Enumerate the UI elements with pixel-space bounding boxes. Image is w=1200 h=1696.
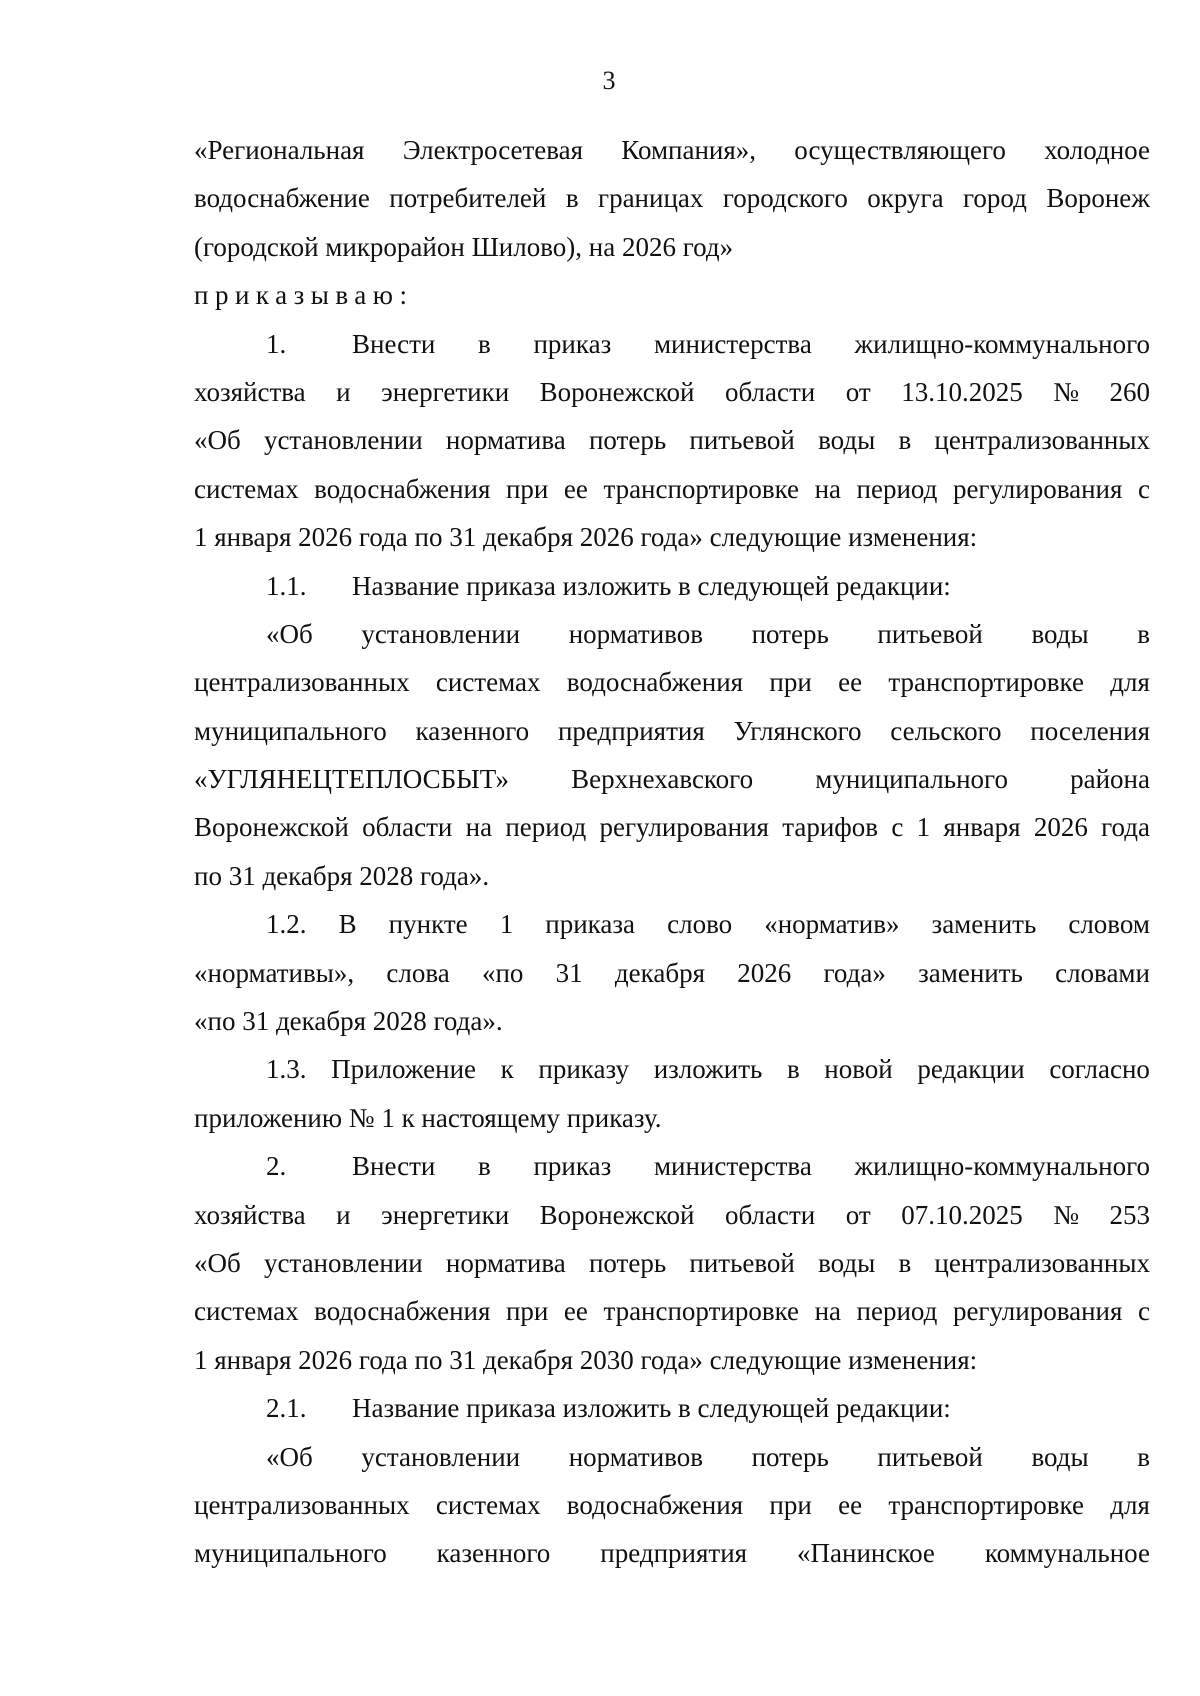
word: района [1070,764,1150,795]
word: нормативов [568,618,703,649]
text-line [194,174,1150,222]
text-line [194,658,1150,706]
word: муниципального [815,764,1008,795]
word: Углянского [733,715,862,746]
word: с [1137,1296,1150,1327]
word: холодное [1044,135,1150,165]
paragraph-text [352,1142,1150,1190]
paragraph-2-1-line [194,1384,1150,1432]
word: ее [838,1489,863,1520]
word: от [845,376,871,407]
word: 31 [555,957,583,988]
paragraph-text [352,320,1150,368]
word: границах [598,183,704,214]
word: 2026 [737,957,792,988]
word: и [336,376,351,407]
text-line [194,465,1150,513]
word: водоснабжения [566,1489,744,1520]
word: 2026 [1033,812,1088,843]
text-line [194,368,1150,416]
word: области [724,1199,816,1230]
word: с [1137,473,1150,504]
text-line [194,1433,1150,1481]
paragraph-1-1-line [194,562,1150,610]
word: для [1110,667,1150,698]
word: системах [435,667,541,698]
word: заменить [918,957,1023,988]
word: казенного [415,715,530,746]
word: норматива [445,425,566,456]
text-line: 1 января 2026 года по 31 декабря 2030 года» следующие изменения: [194,1344,978,1375]
word: министерства [653,328,812,359]
word: с [891,812,904,843]
word: на [814,473,841,504]
word: питьевой [689,1247,795,1278]
word: редакции [917,1054,1025,1085]
word: пункте [388,909,468,940]
word: казенного [436,1538,551,1569]
word: января [943,812,1021,843]
text-line [194,1481,1150,1529]
word: транспортировке [603,1296,800,1327]
word: потерь [588,1247,667,1278]
word: воды [1031,1441,1089,1472]
word: в [898,425,912,456]
text-line [194,755,1150,803]
word: водоснабжения [566,667,744,698]
word: городского [722,183,848,214]
word: Внести [352,328,436,359]
word: норматива [445,1247,566,1278]
text-line [194,707,1150,755]
paragraph-2-line [194,1142,1150,1190]
text-line [194,949,1150,997]
word: на [814,1296,841,1327]
word: системах [194,473,299,504]
word: хозяйства [194,1199,306,1230]
word: приказа [545,909,636,940]
word: «Панинское [797,1538,935,1569]
text-line: (городской микрорайон Шилово), на 2026 год» [194,231,734,262]
text-line: приказываю: [194,280,414,311]
word: регулирования [599,812,769,843]
word: округа [867,183,944,214]
text-line: «по 31 декабря 2028 года». [194,1006,503,1037]
word: Компания», [621,135,757,165]
word: слова [386,957,450,988]
word: Верхнехавского [571,764,754,795]
word: нормативов [568,1441,703,1472]
word: период [856,1296,938,1327]
word: 260 [1109,376,1150,407]
word: ее [563,1296,588,1327]
word: приказ [533,328,612,359]
word: жилищно-коммунального [854,1151,1150,1182]
word: «Региональная [194,135,365,165]
word: город [963,183,1027,214]
text-line [194,610,1150,658]
word: словами [1055,957,1150,988]
word: энергетики [381,376,510,407]
word: период [505,812,587,843]
word: установлении [361,1441,521,1472]
word: для [1110,1489,1150,1520]
text-line [194,1529,1150,1577]
word: «УГЛЯНЕЦТЕПЛОСБЫТ» [194,764,509,795]
text-line [194,1191,1150,1239]
word: потерь [588,425,667,456]
word: «Об [194,425,241,456]
word: «по [481,957,524,988]
paragraph-number: 1. [266,328,287,359]
word: приказу [538,1054,630,1085]
text-line [194,803,1150,851]
word: муниципального [194,1538,387,1569]
word: в [898,1247,912,1278]
word: Внести [352,1151,436,1182]
word: хозяйства [194,376,306,407]
paragraph-number: 2.1. [266,1393,307,1424]
word: предприятия [600,1538,748,1569]
paragraph-text: Название приказа изложить в следующей редакции: [352,1393,951,1424]
word: централизованных [934,1247,1150,1278]
paragraph-text: Название приказа изложить в следующей редакции: [352,570,951,601]
document-body [194,126,1150,1578]
word: № [1053,376,1079,407]
word: транспортировке [888,1489,1084,1520]
word: потерь [751,618,829,649]
word: при [769,667,812,698]
word: централизованных [194,1489,410,1520]
word: тарифов [782,812,879,843]
word: новой [824,1054,893,1085]
word: «норматив» [764,909,900,940]
word: в [786,1054,800,1085]
word: централизованных [934,425,1150,456]
paragraph-1-3-line [194,1045,1150,1093]
word: согласно [1049,1054,1150,1085]
word: декабря [614,957,705,988]
word: В [338,909,357,940]
word: питьевой [689,425,795,456]
word: 1.2. [266,909,307,940]
word: «Об [266,618,313,649]
word: при [769,1489,812,1520]
word: транспортировке [603,473,800,504]
text-line [194,1287,1150,1335]
text-line: 1 января 2026 года по 31 декабря 2026 года» следующие изменения: [194,522,978,553]
word: осуществляющего [794,135,1006,165]
word: изложить [653,1054,763,1085]
word: ее [563,473,588,504]
word: энергетики [381,1199,510,1230]
word: № [1053,1199,1079,1230]
word: потребителей [389,183,547,214]
word: в [1137,1441,1150,1472]
word: водоснабжение [194,183,370,214]
page-number: 3 [602,66,616,95]
word: период [856,473,938,504]
text-line: приложению № 1 к настоящему приказу. [194,1102,662,1133]
paragraph-1-line [194,320,1150,368]
word: и [336,1199,351,1230]
word: «Об [194,1247,241,1278]
word: года» [823,957,886,988]
word: Воронежской [194,812,349,843]
word: на [465,812,493,843]
word: «нормативы», [194,957,355,988]
text-line: по 31 декабря 2028 года». [194,860,490,891]
word: установлении [263,425,423,456]
word: 07.10.2025 [901,1199,1023,1230]
word: водоснабжения [314,1296,491,1327]
word: от [845,1199,871,1230]
word: в [478,1151,491,1182]
word: водоснабжения [314,473,491,504]
word: 1 [499,909,514,940]
word: «Об [266,1441,313,1472]
word: Воронежской [539,376,695,407]
text-line [194,126,1150,174]
word: коммунальное [984,1538,1150,1569]
word: сельского [890,715,1002,746]
word: регулирования [952,1296,1123,1327]
word: поселения [1030,715,1150,746]
word: области [724,376,816,407]
word: заменить [931,909,1037,940]
word: регулирования [952,473,1123,504]
word: в [1137,618,1150,649]
word: установлении [263,1247,423,1278]
word: 253 [1109,1199,1150,1230]
word: предприятия [557,715,705,746]
word: централизованных [194,667,410,698]
word: 1 [916,812,931,843]
paragraph-1-2-line [194,900,1150,948]
word: при [505,473,549,504]
paragraph-number: 2. [266,1151,287,1182]
word: Электросетевая [402,135,584,165]
word: 1.3. [266,1054,307,1085]
text-line [194,416,1150,464]
word: области [362,812,453,843]
word: министерства [653,1151,812,1182]
word: воды [818,425,876,456]
word: Воронеж [1046,183,1150,214]
word: потерь [751,1441,829,1472]
word: питьевой [877,618,983,649]
word: муниципального [194,715,387,746]
word: приказ [533,1151,612,1182]
word: 13.10.2025 [901,376,1023,407]
word: воды [1031,618,1089,649]
word: системах [435,1489,541,1520]
word: при [505,1296,549,1327]
word: Приложение [331,1054,477,1085]
text-line [194,1239,1150,1287]
word: в [565,183,579,214]
word: года [1101,812,1150,843]
word: к [500,1054,514,1085]
word: установлении [361,618,521,649]
word: жилищно-коммунального [854,328,1150,359]
word: слово [667,909,733,940]
word: ее [838,667,863,698]
word: воды [818,1247,876,1278]
word: транспортировке [888,667,1084,698]
word: Воронежской [539,1199,695,1230]
word: питьевой [877,1441,983,1472]
word: системах [194,1296,299,1327]
word: в [478,328,491,359]
word: словом [1068,909,1150,940]
paragraph-number: 1.1. [266,570,307,601]
